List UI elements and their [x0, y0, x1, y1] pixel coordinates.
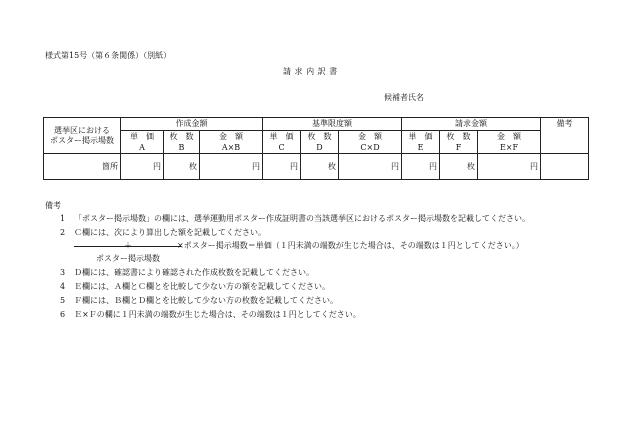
letter-a: A [121, 142, 164, 154]
letter-axb: A×B [200, 142, 263, 154]
cell-exf[interactable] [478, 154, 541, 180]
sub-count-d: 枚 数 [301, 131, 339, 143]
rowhead-cell [44, 118, 121, 154]
letter-b: B [164, 142, 200, 154]
rowhead-line-2: ポスター掲示場数 [50, 135, 114, 145]
formula-denominator: ポスター掲示場数 [96, 254, 160, 263]
note-number: 2 [60, 228, 66, 237]
group-claim-amount: 請求金額 [402, 118, 541, 131]
group-remarks: 備考 [541, 118, 589, 131]
form-id: 様式第15号（第６条関係）（別紙） [45, 51, 172, 60]
note-text: Ｃ欄には、次により算出した額を記載してください。 [74, 228, 266, 237]
cell-poster-sites[interactable] [44, 154, 121, 180]
cell-e[interactable] [402, 154, 440, 180]
sub-unit-price-c: 単 価 [263, 131, 301, 143]
sub-count-b: 枚 数 [164, 131, 200, 143]
note-number: 5 [60, 296, 66, 305]
rowhead-line-1: 選挙区における [54, 125, 110, 135]
formula-rhs: ×ポスター掲示場数＝単価（１円未満の端数が生じた場合は、その端数は１円としてください。） [177, 241, 524, 250]
sub-unit-price-e: 単 価 [402, 131, 440, 143]
note-number: 4 [60, 282, 66, 291]
note-text: Ｆ欄には、Ｂ欄とＤ欄とを比較して少ない方の枚数を記載してください。 [74, 296, 338, 305]
note-text: Ｅ欄には、Ａ欄とＣ欄とを比較して少ない方の額を記載してください。 [74, 282, 330, 291]
unit-label: 円 [391, 162, 399, 171]
note-number: 1 [60, 214, 66, 223]
unit-label: 円 [252, 162, 260, 171]
cell-axb[interactable] [200, 154, 263, 180]
note-text: 「ポスター掲示場数」の欄には、選挙運動用ポスター作成証明書の当該選挙区におけるポスター掲示場数を記載してください。 [74, 214, 530, 223]
cell-remarks[interactable] [541, 154, 589, 180]
unit-label: 円 [530, 162, 538, 171]
letter-exf: E×F [478, 142, 541, 154]
document-title: 請 求 内 訳 書 [283, 67, 338, 76]
note-number: 6 [60, 310, 66, 319]
sub-unit-price-a: 単 価 [121, 131, 164, 143]
cell-a[interactable] [121, 154, 164, 180]
cell-d[interactable] [301, 154, 339, 180]
cell-c[interactable] [263, 154, 301, 180]
unit-label: 円 [429, 162, 437, 171]
sub-amount-cd: 金 額 [339, 131, 402, 143]
group-creation-amount: 作成金額 [121, 118, 263, 131]
unit-label: 円 [153, 162, 161, 171]
letter-d: D [301, 142, 339, 154]
note-text: Ｅ×Ｆの欄に１円未満の端数が生じた場合は、その端数は１円としてください。 [74, 310, 361, 319]
unit-label: 枚 [467, 162, 475, 171]
unit-label: 枚 [328, 162, 336, 171]
formula-plus: ＋ [124, 241, 132, 250]
letter-cxd: C×D [339, 142, 402, 154]
note-number: 3 [60, 268, 66, 277]
notes-heading: 備考 [45, 201, 61, 210]
note-text: Ｄ欄には、確認書により確認された作成枚数を記載してください。 [74, 268, 314, 277]
cell-b[interactable] [164, 154, 200, 180]
sub-amount-ef: 金 額 [478, 131, 541, 143]
group-standard-limit: 基準限度額 [263, 118, 402, 131]
breakdown-table [43, 117, 589, 180]
unit-label: 円 [290, 162, 298, 171]
letter-e: E [402, 142, 440, 154]
sub-amount-ab: 金 額 [200, 131, 263, 143]
letter-f: F [440, 142, 478, 154]
remarks-header-blank [541, 131, 589, 154]
unit-label: 枚 [189, 162, 197, 171]
cell-f[interactable] [440, 154, 478, 180]
sub-count-f: 枚 数 [440, 131, 478, 143]
letter-c: C [263, 142, 301, 154]
candidate-name-label: 候補者氏名 [384, 93, 424, 102]
row-unit-label: 箇所 [102, 162, 118, 171]
cell-cxd[interactable] [339, 154, 402, 180]
